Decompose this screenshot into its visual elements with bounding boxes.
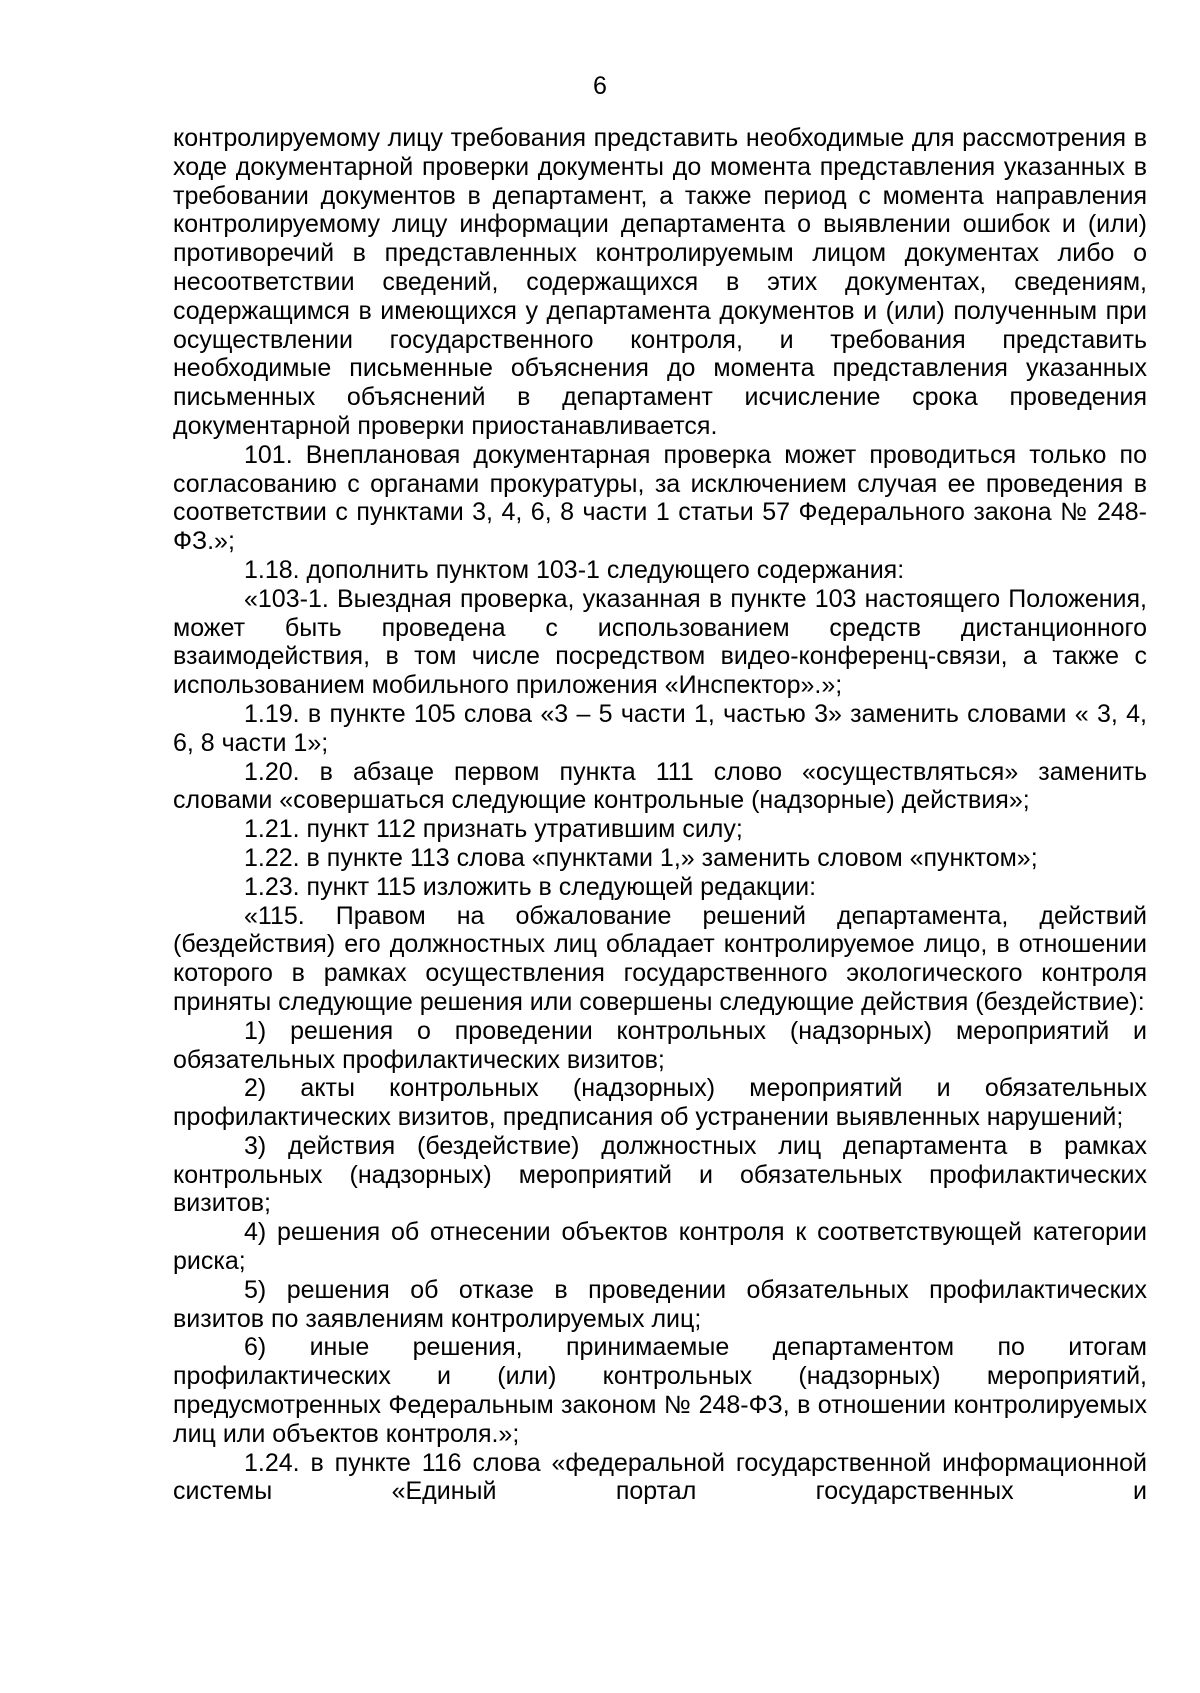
page-number: 6 (593, 72, 607, 100)
paragraph-item-103-1: «103-1. Выездная проверка, указанная в пункте 103 настоящего Положения, может быть проведена с использованием средств дистанционного взаимодействия, в том числе посредством видео-конференц-связи, а также с использованием мобильного приложения «Инспектор».»; (173, 584, 1147, 700)
paragraph-item-115: «115. Правом на обжалование решений департамента, действий (бездействия) его должностных лиц обладает контролируемое лицо, в отношении которого в рамках осуществления государственного экологического контроля приняты следующие решения или совершены следующие действия (бездействие): (173, 901, 1147, 1016)
list-item-1: 1) решения о проведении контрольных (надзорных) мероприятий и обязательных профилактических визитов; (173, 1016, 1147, 1074)
document-body (173, 124, 1147, 1506)
paragraph-amendment-1-20: 1.20. в абзаце первом пункта 111 слово «осуществляться» заменить словами «совершаться следующие контрольные (надзорные) действия»; (173, 757, 1147, 815)
paragraph-amendment-1-23: 1.23. пункт 115 изложить в следующей редакции: (244, 872, 817, 901)
paragraph-item-101: 101. Внеплановая документарная проверка может проводиться только по согласованию с органами прокуратуры, за исключением случая ее проведения в соответствии с пунктами 3, 4, 6, 8 части 1 статьи 57 Федерального закона № 248-ФЗ.»; (173, 440, 1147, 556)
paragraph-amendment-1-19: 1.19. в пункте 105 слова «3 – 5 части 1, частью 3» заменить словами « 3, 4, 6, 8 части 1»; (173, 699, 1147, 757)
paragraph-amendment-1-22: 1.22. в пункте 113 слова «пунктами 1,» заменить словом «пунктом»; (244, 843, 1038, 872)
paragraph-amendment-1-24: 1.24. в пункте 116 слова «федеральной государственной информационной системы «Единый портал государственных и (173, 1448, 1147, 1506)
list-item-6: 6) иные решения, принимаемые департаментом по итогам профилактических и (или) контрольных (надзорных) мероприятий, предусмотренных Федеральным законом № 248-ФЗ, в отношении контролируемых лиц или объектов контроля.»; (173, 1333, 1147, 1448)
list-item-4: 4) решения об отнесении объектов контроля к соответствующей категории риска; (173, 1218, 1147, 1276)
paragraph-amendment-1-18: 1.18. дополнить пунктом 103-1 следующего содержания: (244, 555, 905, 584)
list-item-3: 3) действия (бездействие) должностных лиц департамента в рамках контрольных (надзорных) мероприятий и обязательных профилактических визитов; (173, 1131, 1147, 1218)
list-item-2: 2) акты контрольных (надзорных) мероприятий и обязательных профилактических визитов, предписания об устранении выявленных нарушений; (173, 1074, 1147, 1132)
list-item-5: 5) решения об отказе в проведении обязательных профилактических визитов по заявлениям контролируемых лиц; (173, 1275, 1147, 1333)
paragraph-amendment-1-21: 1.21. пункт 112 признать утратившим силу; (244, 815, 743, 844)
paragraph-continuation: контролируемому лицу требования представить необходимые для рассмотрения в ходе документарной проверки документы до момента представления указанных в требовании документов в департамент, а также период с момента направления контролируемому лицу информации департамента о выявлении ошибок и (или) противоречий в представленных контролируемым лицом документах либо о несоответствии сведений, содержащихся в этих документах, сведениям, содержащимся в имеющихся у департамента документов и (или) полученным при осуществлении государственного контроля, и требования представить необходимые письменные объяснения до момента представления указанных письменных объяснений в департамент исчисление срока проведения документарной проверки приостанавливается. (173, 124, 1147, 440)
